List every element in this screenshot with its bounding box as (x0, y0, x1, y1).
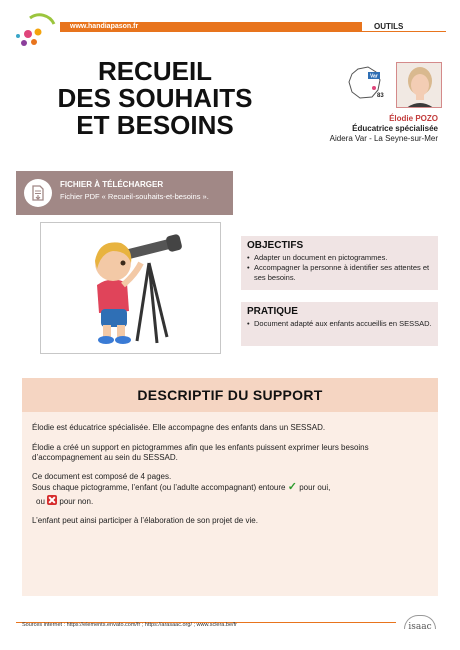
descriptif-section (22, 378, 438, 596)
download-title: FICHIER À TÉLÉCHARGER (60, 180, 164, 189)
descriptif-paragraph-1: Élodie est éducatrice spécialisée. Elle accompagne des enfants dans un SESSAD. (32, 423, 326, 432)
author-role: Éducatrice spécialisée (352, 124, 438, 133)
descriptif-paragraph-5 (36, 494, 432, 507)
region-number: 83 (377, 93, 384, 99)
isaac-logo-text: isaac (408, 622, 432, 632)
list-item: • Accompagner la personne à identifier ses attentes et ses besoins. (247, 263, 438, 283)
download-file[interactable]: Fichier PDF « Recueil-souhaits-et-besoins ». (60, 192, 209, 201)
isaac-logo (400, 615, 440, 635)
descriptif-header (22, 378, 438, 412)
list-item: • Document adapté aux enfants accueillis en SESSAD. (247, 319, 432, 329)
author-photo (396, 62, 442, 108)
region-label: Var (370, 73, 378, 80)
check-icon: ✓ (287, 481, 297, 493)
cross-icon (47, 495, 57, 505)
author-org: Aidera Var - La Seyne-sur-Mer (329, 134, 438, 143)
title-line-1: RECUEIL (97, 56, 213, 86)
title-line-3: ET BESOINS (76, 110, 234, 140)
telescope-child-illustration (40, 222, 221, 354)
pratique-title: PRATIQUE (247, 306, 298, 317)
france-map-icon (346, 66, 386, 100)
descriptif-paragraph-3: Ce document est composé de 4 pages. (32, 472, 172, 481)
section-label: OUTILS (374, 22, 404, 31)
download-box[interactable] (16, 171, 233, 215)
objectifs-box (241, 236, 438, 290)
title-line-2: DES SOUHAITS (57, 83, 253, 113)
pratique-list (247, 319, 432, 329)
objectifs-list (247, 253, 438, 283)
descriptif-no-label: pour non. (59, 497, 94, 506)
descriptif-no-prefix: ou (36, 497, 45, 506)
author-info (330, 114, 438, 144)
descriptif-title: DESCRIPTIF DU SUPPORT (137, 387, 323, 403)
footer-sources[interactable]: Sources internet : https://elements.envato.com/fr ; https://arasaac.org/ ; www.sclera.be/fr (22, 622, 237, 628)
objectifs-title: OBJECTIFS (247, 240, 304, 251)
header-bar (60, 22, 362, 32)
descriptif-paragraph-4 (32, 482, 428, 493)
pratique-box (241, 302, 438, 346)
site-url[interactable]: www.handiapason.fr (70, 23, 139, 30)
descriptif-yes-label: pour oui, (299, 483, 331, 492)
descriptif-yes-text: Sous chaque pictogramme, l’enfant (ou l’adulte accompagnant) entoure (32, 483, 286, 492)
descriptif-paragraph-2: Élodie a créé un support en pictogrammes afin que les enfants puissent exprimer leurs besoins d’accompagnement au sein du SESSAD. (32, 443, 369, 462)
file-download-icon (24, 179, 52, 207)
page-title (30, 58, 280, 139)
descriptif-paragraph-6: L’enfant peut ainsi participer à l’élaboration de son projet de vie. (32, 516, 258, 525)
handiapason-logo[interactable] (14, 10, 56, 50)
author-name: Élodie POZO (389, 114, 438, 123)
list-item: • Adapter un document en pictogrammes. (247, 253, 438, 263)
header-line (362, 31, 446, 32)
